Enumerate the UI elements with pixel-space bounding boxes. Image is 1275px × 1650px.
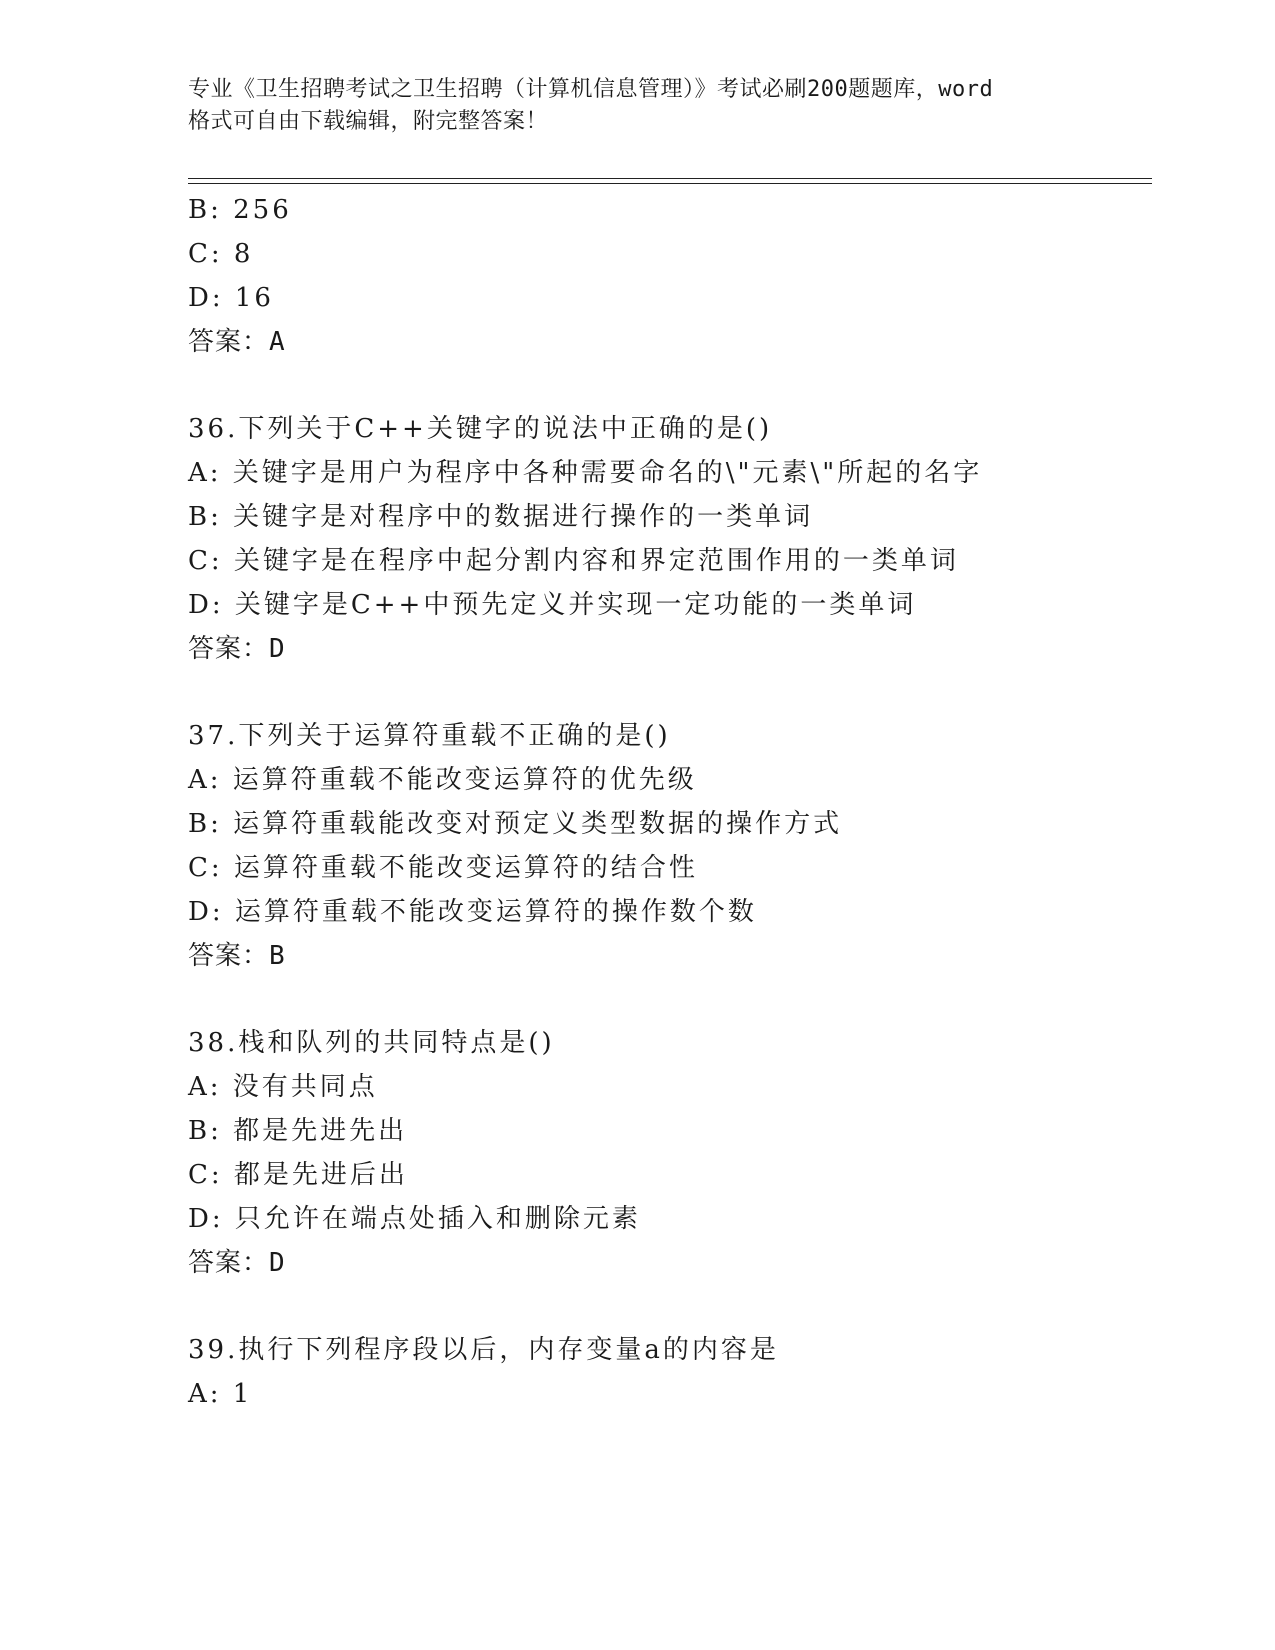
q39-option-a: A: 1 <box>188 1379 253 1409</box>
header-divider-top <box>188 178 1152 179</box>
q38-answer: 答案：D <box>188 1248 286 1278</box>
q37-option-b: B: 运算符重载能改变对预定义类型数据的操作方式 <box>188 809 843 839</box>
q38-option-b: B: 都是先进先出 <box>188 1116 408 1146</box>
q39-stem: 39.执行下列程序段以后，内存变量a的内容是 <box>188 1335 779 1365</box>
header-line-2: 格式可自由下载编辑，附完整答案！ <box>188 109 549 134</box>
q36-stem: 36.下列关于C++关键字的说法中正确的是() <box>188 414 773 444</box>
q36-option-b: B: 关键字是对程序中的数据进行操作的一类单词 <box>188 502 814 532</box>
q38-stem: 38.栈和队列的共同特点是() <box>188 1028 555 1058</box>
q37-option-a: A: 运算符重载不能改变运算符的优先级 <box>188 765 697 795</box>
header-divider-bottom <box>188 183 1152 184</box>
q38-option-d: D: 只允许在端点处插入和删除元素 <box>188 1204 641 1234</box>
q37-stem: 37.下列关于运算符重载不正确的是() <box>188 721 671 751</box>
q35-answer: 答案：A <box>188 327 286 357</box>
q36-answer: 答案：D <box>188 634 286 664</box>
document-header <box>188 74 1098 138</box>
q36-option-d: D: 关键字是C++中预先定义并实现一定功能的一类单词 <box>188 590 917 620</box>
q37-option-c: C: 运算符重载不能改变运算符的结合性 <box>188 853 698 883</box>
q35-option-d: D: 16 <box>188 283 274 313</box>
q35-option-b: B: 256 <box>188 195 292 225</box>
q38-option-c: C: 都是先进后出 <box>188 1160 408 1190</box>
q35-option-c: C: 8 <box>188 239 254 269</box>
q37-option-d: D: 运算符重载不能改变运算符的操作数个数 <box>188 897 757 927</box>
q36-option-a: A: 关键字是用户为程序中各种需要命名的\"元素\"所起的名字 <box>188 458 983 488</box>
q37-answer: 答案：B <box>188 941 286 971</box>
q36-option-c: C: 关键字是在程序中起分割内容和界定范围作用的一类单词 <box>188 546 959 576</box>
header-line-1: 专业《卫生招聘考试之卫生招聘（计算机信息管理）》考试必刷200题题库，word <box>188 77 994 102</box>
q38-option-a: A: 没有共同点 <box>188 1072 378 1102</box>
